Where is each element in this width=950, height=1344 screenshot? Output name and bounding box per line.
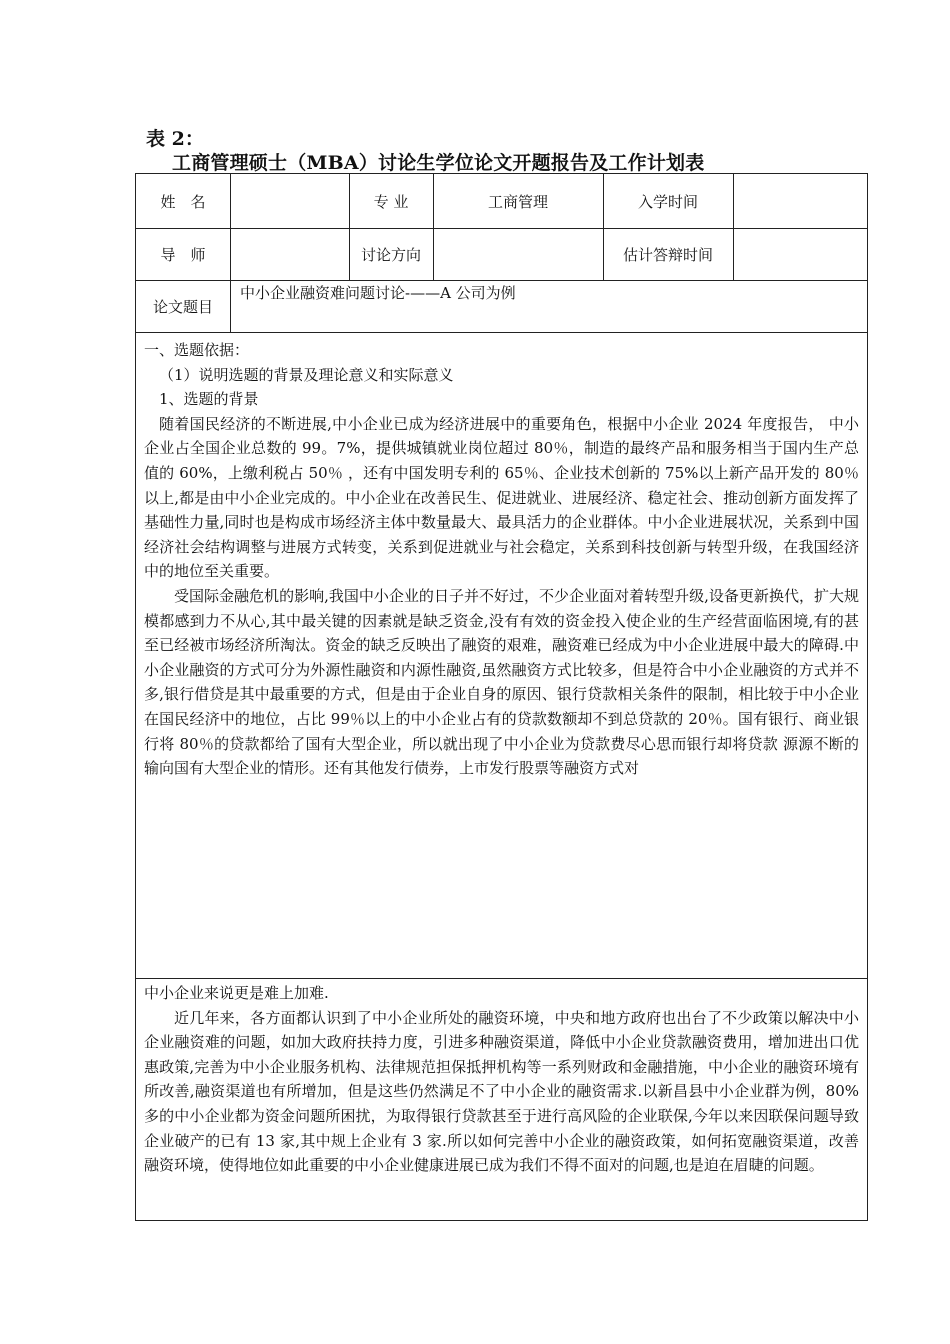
section-subheading: 1、选题的背景 [159,390,259,409]
topic-basis-section [144,338,859,781]
row-divider [136,280,867,281]
defense-time-field[interactable] [733,228,867,280]
row-divider [136,332,867,333]
proposal-table [135,173,868,1221]
body-paragraph: 中小企业来说更是难上加难. [144,984,329,1002]
body-paragraph: 随着国民经济的不断进展,中小企业已成为经济进展中的重要角色，根据中小企业 2024 年度报告， 中小企业占全国企业总数的 99。7%，提供城镇就业岗位超过 80％，制造的最终产品和服务相当于国内生产总值的 60%，上缴利税占 50％ ，还有中国发明专利的 65％、企业技术创新的 75%以上新产品开发的 80％以上,都是由中小企业完成的。中小企业在改善民生、促进就业、进展经济、稳定社会、推动创新方面发挥了基础性力量,同时也是构成市场经济主体中数量最大、最具活力的企业群体。中小企业进展状况，关系到中国经济社会结构调整与进展方式转变，关系到促进就业与社会稳定，关系到科技创新与转型升级，在我国经济中的地位至关重要。 [144,414,859,581]
name-label: 姓 名 [160,192,206,211]
col-divider [230,280,231,332]
body-paragraph: 受国际金融危机的影响,我国中小企业的日子并不好过，不少企业面对着转型升级,设备更新换代，扩大规模都感到力不从心,其中最关键的因素就是缺乏资金,没有有效的资金投入使企业的生产经营面临困境,有的甚至已经被市场经济所淘汰。资金的缺乏反映出了融资的艰难，融资难已经成为中小企业进展中最大的障碍.中小企业融资的方式可分为外源性融资和内源性融资,虽然融资方式比较多，但是符合中小企业融资的方式并不多,银行借贷是其中最重要的方式，但是由于企业自身的原因、银行贷款相关条件的限制，相比较于中小企业在国民经济中的地位，占比 99％以上的中小企业占有的贷款数额却不到总贷款的 20％。国有银行、商业银行将 80％的贷款都给了国有大型企业，所以就出现了中小企业为贷款费尽心思而银行却将贷款 源源不断的输向国有大型企业的情形。还有其他发行债券，上市发行股票等融资方式对 [144,586,859,778]
advisor-label: 导 师 [160,245,206,264]
section-heading: 一、选题依据： [144,341,250,359]
document-title: 工商管理硕士（MBA）讨论生学位论文开题报告及工作计划表 [172,152,705,174]
body-paragraph: 近几年来，各方面都认识到了中小企业所处的融资环境，中央和地方政府也出台了不少政策以解决中小企业融资难的问题，如加大政府扶持力度，引进多种融资渠道，降低中小企业贷款融资费用，增加进出口优惠政策,完善为中小企业服务机构、法律规范担保抵押机构等一系列财政和金融措施，中小企业的融资环境有所改善,融资渠道也有所增加，但是这些仍然满足不了中小企业的融资需求.以新昌县中小企业群为例，80%多的中小企业都为资金问题所困扰，为取得银行贷款甚至于进行高风险的企业联保,今年以来因联保问题导致企业破产的已有 13 家,其中规上企业有 3 家.所以如何完善中小企业的融资政策，如何拓宽融资渠道，改善融资环境，使得地位如此重要的中小企业健康进展已成为我们不得不面对的问题,也是迫在眉睫的问题。 [144,1008,859,1175]
thesis-title-label: 论文题目 [152,297,213,316]
table-label: 表 2： [146,128,204,150]
advisor-field[interactable] [230,228,349,280]
thesis-title-field[interactable]: 中小企业融资难问题讨论-——A 公司为例 [240,284,516,302]
defense-time-label: 估计答辩时间 [622,245,713,264]
enroll-time-field[interactable] [733,174,867,228]
enroll-time-label: 入学时间 [637,192,698,211]
continuation-section [144,981,859,1178]
major-field[interactable]: 工商管理 [487,192,548,211]
name-field[interactable] [230,174,349,228]
major-label: 专 业 [373,192,409,211]
research-direction-label: 讨论方向 [360,245,421,264]
section-subheading: （1）说明选题的背景及理论意义和实际意义 [159,365,454,384]
row-divider [136,978,867,979]
research-direction-field[interactable] [433,228,603,280]
